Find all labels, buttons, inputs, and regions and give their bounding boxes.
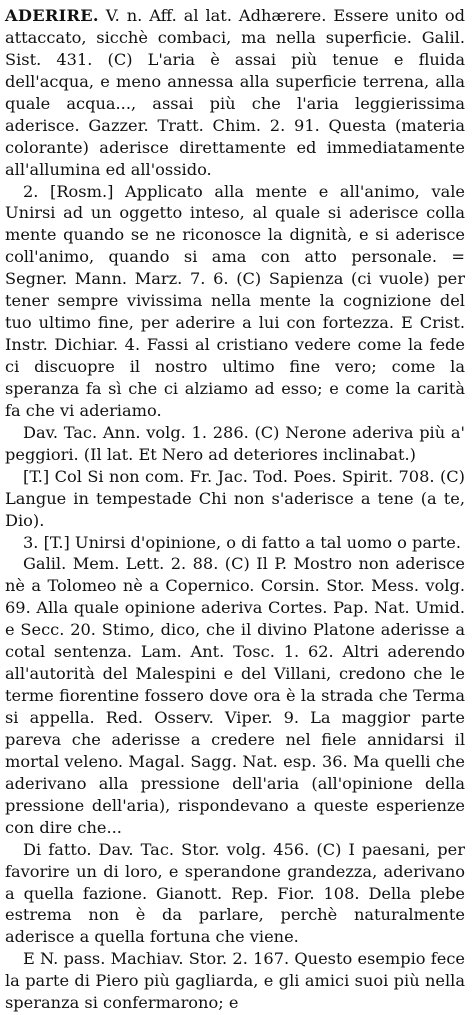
citation-text: Di fatto. Dav. Tac. Stor. volg. 456. (C) I paesani, per favorire un di loro, e sperandone grandezza, aderivano a quella fazione. Gianott. Rep. Fior. 108. Della plebe estrema non è da parlare, perchè naturalmente aderisce a quella fortuna che viene. <box>5 839 465 947</box>
definition-text: V. n. Aff. al lat. Adhærere. Essere unito od attaccato, sicchè combaci, ma nella superficie. Galil. Sist. 431. (C) L'aria è assai più tenue e fluida dell'acqua, e meno annessa alla superficie terrena, alla quale acqua..., assai più che l'aria leggierissima aderisce. Gazzer. Tratt. Chim. 2. 91. Questa (materia colorante) aderisce direttamente ed immediatamente all'allumina ed all'ossido. <box>5 6 465 179</box>
definition-text: 2. [Rosm.] Applicato alla mente e all'animo, vale Unirsi ad un oggetto inteso, al quale si aderisce colla mente quando se ne riconosce la dignità, e si aderisce coll'animo, quando si ama con atto personale. = Segner. Mann. Marz. 7. 6. (C) Sapienza (ci vuole) per tener sempre vivissima nella mente la cognizione del tuo ultimo fine, per aderire a lui con fortezza. E Crist. Instr. Dichiar. 4. Fassi al cristiano vedere come la fede ci discuopre il nostro ultimo fine vero; come la speranza fa sì che ci alziamo ad esso; e come la carità fa che vi aderiamo. <box>5 181 465 420</box>
citation-paragraph <box>5 466 465 532</box>
citation-paragraph <box>5 422 465 466</box>
citation-text: E N. pass. Machiav. Stor. 2. 167. Questo esempio fece la parte di Piero più gagliarda, e gli amici suoi più nella speranza si confermarono; e <box>5 949 465 1013</box>
citation-paragraph <box>5 553 465 838</box>
definition-text: 3. [T.] Unirsi d'opinione, o di fatto a tal uomo o parte. <box>23 532 461 552</box>
definition-paragraph <box>5 181 465 422</box>
citation-paragraph <box>5 948 465 1014</box>
definition-paragraph <box>5 5 465 181</box>
definition-paragraph <box>5 532 465 554</box>
citation-text: [T.] Col Si non com. Fr. Jac. Tod. Poes. Spirit. 708. (C) Langue in tempestade Chi non s'aderisce a tene (a te, Dio). <box>5 466 465 530</box>
citation-paragraph <box>5 839 465 949</box>
citation-text: Dav. Tac. Ann. volg. 1. 286. (C) Nerone aderiva più a' peggiori. (Il lat. Et Nero ad deteriores inclinabat.) <box>5 422 465 464</box>
citation-text: Galil. Mem. Lett. 2. 88. (C) Il P. Mostro non aderisce nè a Tolomeo nè a Copernico. Corsin. Stor. Mess. volg. 69. Alla quale opinione aderiva Cortes. Pap. Nat. Umid. e Secc. 20. Stimo, dico, che il divino Platone aderisse a cotal sentenza. Lam. Ant. Tosc. 1. 62. Altri aderendo all'autorità del Malespini e del Villani, credono che le terme fiorentine fossero dove ora è la strada che Terma si appella. Red. Osserv. Viper. 9. La maggior parte pareva che aderisse a credere nel fiele annidarsi il mortal veleno. Magal. Sagg. Nat. esp. 36. Ma quelli che aderivano alla pressione dell'aria (all'opinione della pressione dell'aria), rispondevano a queste esperienze con dire che... <box>5 554 465 837</box>
headword: ADERIRE. <box>5 6 99 25</box>
